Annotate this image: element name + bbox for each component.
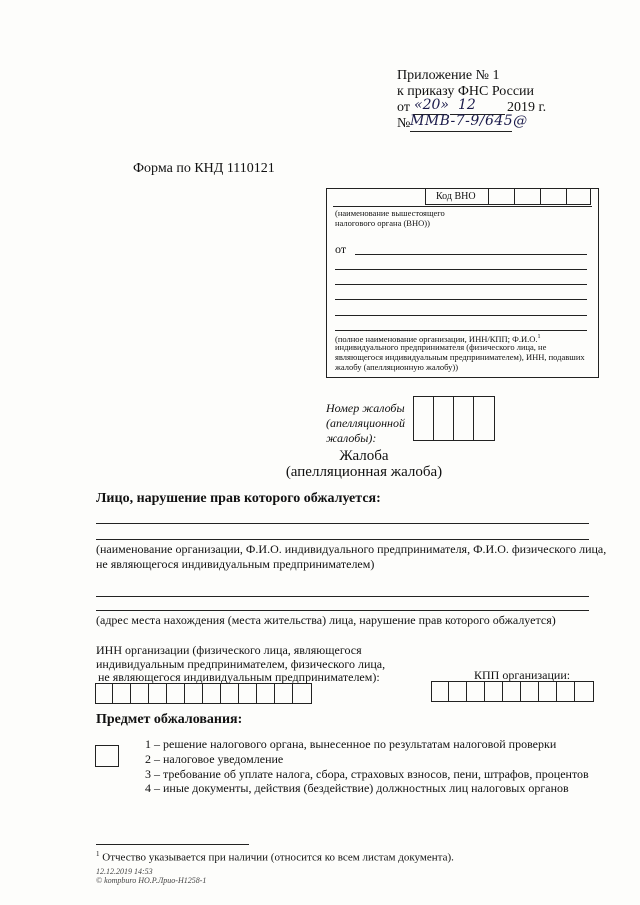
form-code: Форма по КНД 1110121 bbox=[133, 161, 275, 176]
vno-label: Код ВНО bbox=[436, 191, 476, 202]
subject-heading: Предмет обжалования: bbox=[96, 712, 243, 727]
kpp-label: КПП организации: bbox=[474, 668, 571, 682]
person-name-caption-2: не являющегося индивидуальным предпринимателем) bbox=[96, 557, 375, 571]
number-underline bbox=[410, 131, 512, 132]
kpp-cell[interactable] bbox=[575, 681, 594, 702]
inn-cell[interactable] bbox=[257, 683, 275, 704]
inn-cell[interactable] bbox=[95, 683, 113, 704]
sender-line-5 bbox=[335, 315, 587, 316]
person-name-line-2[interactable] bbox=[96, 539, 589, 540]
subject-option-4: 4 – иные документы, действия (бездействие) должностных лиц налоговых органов bbox=[145, 781, 569, 795]
appendix-date-day: «20» bbox=[414, 97, 449, 113]
person-address-line-1[interactable] bbox=[96, 596, 589, 597]
vno-code-cell[interactable] bbox=[541, 188, 567, 205]
complaint-number-cell[interactable] bbox=[454, 396, 474, 441]
inn-cell[interactable] bbox=[185, 683, 203, 704]
footnote bbox=[96, 850, 454, 864]
kpp-cell[interactable] bbox=[521, 681, 539, 702]
appendix-number-prefix: № bbox=[397, 116, 411, 131]
inn-cell[interactable] bbox=[275, 683, 293, 704]
person-heading: Лицо, нарушение прав которого обжалуется: bbox=[96, 491, 381, 506]
document-subtitle: (апелляционная жалоба) bbox=[285, 464, 443, 480]
sender-line-3 bbox=[335, 284, 587, 285]
inn-cell[interactable] bbox=[239, 683, 257, 704]
kpp-cell[interactable] bbox=[485, 681, 503, 702]
inn-label-1: ИНН организации (физического лица, являющегося bbox=[96, 643, 362, 657]
inn-cell[interactable] bbox=[293, 683, 312, 704]
complaint-number-label-3: жалобы): bbox=[326, 431, 377, 445]
complaint-number-cell[interactable] bbox=[434, 396, 454, 441]
complaint-number-cell[interactable] bbox=[474, 396, 495, 441]
vno-label-cell bbox=[425, 188, 489, 205]
appendix-number-handwritten: ММВ-7-9/645@ bbox=[410, 113, 528, 129]
inn-label-3: не являющегося индивидуальным предпринимателем): bbox=[98, 670, 380, 684]
vno-code-cell[interactable] bbox=[515, 188, 541, 205]
vno-code-cell[interactable] bbox=[567, 188, 591, 205]
kpp-cell[interactable] bbox=[557, 681, 575, 702]
footnote-divider bbox=[96, 844, 249, 845]
person-name-caption-1: (наименование организации, Ф.И.О. индивидуального предпринимателя, Ф.И.О. физического лица, bbox=[96, 542, 607, 556]
kpp-cell[interactable] bbox=[467, 681, 485, 702]
appendix-line-1: Приложение № 1 bbox=[397, 68, 500, 83]
person-name-line-1[interactable] bbox=[96, 523, 589, 524]
inn-cells bbox=[95, 683, 312, 704]
sender-caption-4: жалобу (апелляционную жалобу)) bbox=[335, 362, 459, 372]
kpp-cells bbox=[431, 681, 594, 702]
kpp-cell[interactable] bbox=[539, 681, 557, 702]
footnote-text: Отчество указывается при наличии (относится ко всем листам документа). bbox=[102, 851, 454, 864]
person-address-caption: (адрес места нахождения (места жительства) лица, нарушение прав которого обжалуется) bbox=[96, 613, 556, 627]
complaint-number-label-1: Номер жалобы bbox=[326, 401, 405, 415]
inn-cell[interactable] bbox=[221, 683, 239, 704]
sender-line-6 bbox=[335, 330, 587, 331]
subject-choice-box[interactable] bbox=[95, 745, 119, 767]
inn-cell[interactable] bbox=[149, 683, 167, 704]
inn-cell[interactable] bbox=[113, 683, 131, 704]
subject-option-3: 3 – требование об уплате налога, сбора, страховых взносов, пени, штрафов, процентов bbox=[145, 767, 589, 781]
sender-line-1 bbox=[355, 254, 587, 255]
sender-caption-2: индивидуального предпринимателя (физического лица, не bbox=[335, 342, 547, 352]
complaint-number-cell[interactable] bbox=[413, 396, 434, 441]
appendix-line-2: к приказу ФНС России bbox=[397, 84, 535, 99]
sender-line-2 bbox=[335, 269, 587, 270]
kpp-cell[interactable] bbox=[431, 681, 449, 702]
address-box bbox=[326, 188, 599, 378]
sender-line-4 bbox=[335, 299, 587, 300]
document-title: Жалоба bbox=[339, 448, 389, 464]
vno-code-cell[interactable] bbox=[489, 188, 515, 205]
appendix-date-month: 12 bbox=[458, 97, 476, 113]
inn-cell[interactable] bbox=[131, 683, 149, 704]
subject-option-1: 1 – решение налогового органа, вынесенное по результатам налоговой проверки bbox=[145, 737, 557, 751]
appendix-date-prefix: от bbox=[397, 100, 410, 115]
higher-body-caption-1: (наименование вышестоящего bbox=[335, 208, 445, 218]
higher-body-caption-2: налогового органа (ВНО)) bbox=[335, 218, 430, 228]
appendix-date-year: 2019 г. bbox=[507, 100, 547, 115]
kpp-cell[interactable] bbox=[503, 681, 521, 702]
print-stamp-line-1: 12.12.2019 14:53 bbox=[96, 867, 153, 876]
higher-body-line bbox=[333, 206, 592, 207]
inn-cell[interactable] bbox=[203, 683, 221, 704]
subject-option-2: 2 – налоговое уведомление bbox=[145, 752, 284, 766]
person-address-line-2[interactable] bbox=[96, 610, 589, 611]
sender-caption-1: (полное наименование организации, ИНН/КПП; Ф.И.О.$^1$ bbox=[335, 333, 541, 344]
vno-code-row bbox=[425, 188, 591, 205]
kpp-cell[interactable] bbox=[449, 681, 467, 702]
footnote-mark: 1 bbox=[96, 850, 100, 858]
inn-label-2: индивидуальным предпринимателем, физического лица, bbox=[96, 657, 386, 671]
from-label: от bbox=[335, 242, 347, 256]
sender-caption-3: являющегося индивидуальным предпринимателем), ИНН, подавших bbox=[335, 352, 585, 362]
complaint-number-cells bbox=[413, 396, 495, 441]
inn-cell[interactable] bbox=[167, 683, 185, 704]
print-stamp-line-2: © kompburo НО.Р.Лрио-Н1258-1 bbox=[96, 876, 207, 885]
complaint-number-label-2: (апелляционной bbox=[326, 416, 405, 430]
